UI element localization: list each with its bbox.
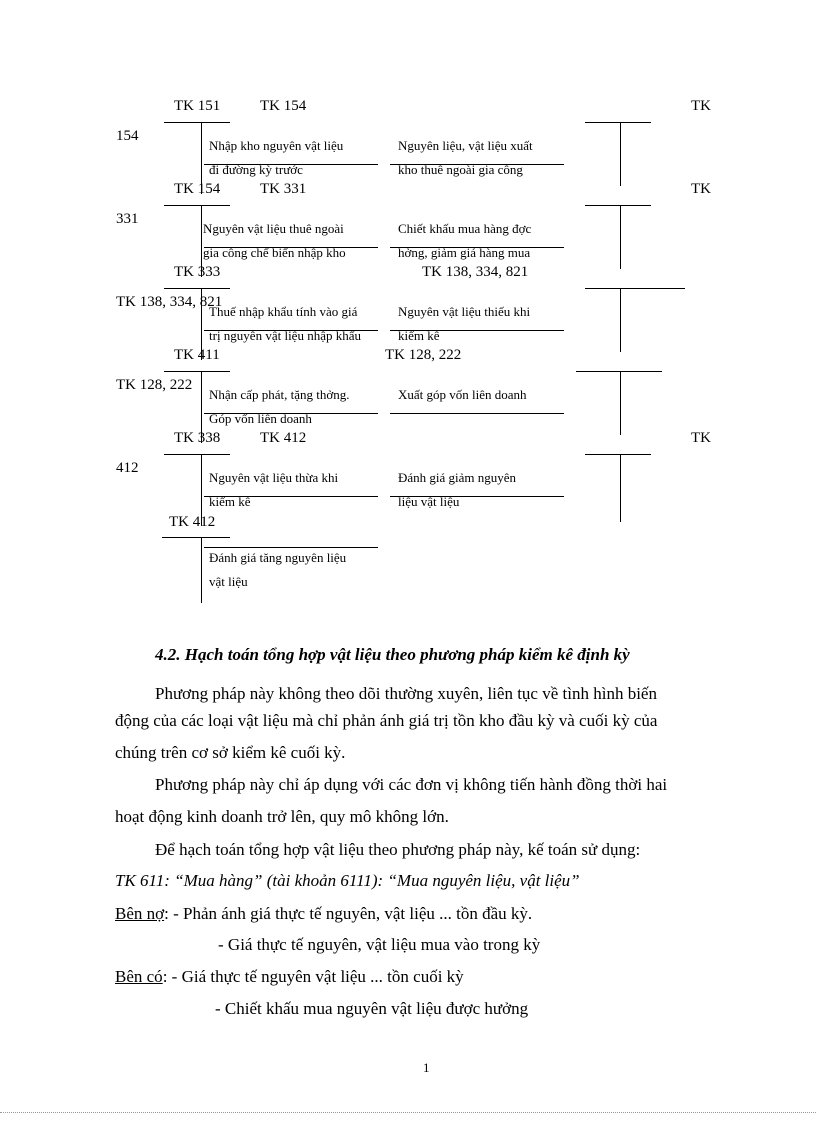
t-account-top-line — [585, 454, 651, 455]
entry-arrow-line — [204, 413, 378, 414]
t-account-top-line — [164, 454, 230, 455]
entry-text: Chiết khấu mua hàng đợc — [398, 221, 532, 236]
account-label: TK 412 — [169, 514, 216, 530]
paragraph-line: hoạt động kinh doanh trở lên, quy mô không lớn. — [115, 807, 449, 826]
colon: : — [164, 904, 174, 923]
credit-side-label: Bên có — [115, 967, 163, 986]
account-label-wrap: TK 128, 222 — [116, 377, 193, 393]
entry-text: đi đường kỳ trước — [209, 162, 303, 177]
entry-text: hởng, giảm giá hàng mua — [398, 245, 531, 260]
entry-text: Nhập kho nguyên vật liệu — [209, 138, 344, 153]
t-account-stem — [620, 205, 621, 269]
entry-text: kho thuê ngoài gia công — [398, 162, 523, 177]
account-label: TK — [691, 98, 711, 114]
t-account-top-line — [164, 205, 230, 206]
account-label: TK 412 — [260, 430, 307, 446]
debit-item: - Giá thực tế nguyên, vật liệu mua vào trong kỳ — [218, 935, 541, 954]
page-bottom-border — [0, 1112, 816, 1113]
paragraph-line: Phương pháp này chỉ áp dụng với các đơn vị không tiến hành đồng thời hai — [155, 775, 668, 794]
entry-text: Nguyên liệu, vật liệu xuất — [398, 138, 533, 153]
account-label-wrap: 154 — [116, 128, 139, 144]
entry-arrow-line — [204, 496, 378, 497]
debit-side-line — [115, 905, 532, 922]
credit-side-line — [115, 968, 464, 985]
entry-arrow-line — [204, 247, 378, 248]
account-definition: TK 611: “Mua hàng” (tài khoản 6111): “Mua nguyên liệu, vật liệu” — [115, 871, 580, 890]
t-account-top-line — [164, 122, 230, 123]
t-account-stem — [620, 371, 621, 435]
t-account-top-line — [585, 288, 685, 289]
account-label: TK 338 — [174, 430, 221, 446]
entry-text: Nguyên vật liệu thừa khi — [209, 470, 339, 485]
entry-text: Đánh giá giảm nguyên — [398, 470, 517, 485]
account-label: TK 154 — [174, 181, 221, 197]
entry-arrow-line — [390, 164, 564, 165]
colon: : — [162, 967, 172, 986]
intro-line: Để hạch toán tổng hợp vật liệu theo phương pháp này, kế toán sử dụng: — [155, 840, 641, 859]
entry-text: Thuế nhập khẩu tính vào giá — [209, 304, 358, 319]
paragraph-line: động của các loại vật liệu mà chỉ phản ánh giá trị tồn kho đầu kỳ và cuối kỳ của — [115, 711, 658, 730]
t-account-top-line — [164, 371, 230, 372]
entry-text: Nguyên vật liệu thiếu khi — [398, 304, 531, 319]
entry-text: Đánh giá tăng nguyên liệu — [209, 550, 347, 565]
account-label-wrap: TK 138, 334, 821 — [116, 294, 223, 310]
t-account-stem — [201, 537, 202, 603]
paragraph — [115, 678, 738, 710]
t-account-stem — [620, 288, 621, 352]
entry-text: kiểm kê — [398, 328, 440, 343]
credit-item: - Giá thực tế nguyên vật liệu ... tồn cuối kỳ — [171, 967, 464, 986]
entry-arrow-line — [204, 164, 378, 165]
account-label: TK — [691, 181, 711, 197]
t-account-stem — [620, 454, 621, 522]
paragraph-line: Phương pháp này không theo dõi thường xuyên, liên tục về tình hình biến — [155, 684, 657, 703]
entry-text: gia công chế biến nhập kho — [203, 245, 346, 260]
entry-arrow-line — [390, 496, 564, 497]
t-account-top-line — [164, 288, 230, 289]
entry-text: Góp vốn liên doanh — [209, 411, 312, 426]
t-account-top-line — [585, 205, 651, 206]
account-label: TK — [691, 430, 711, 446]
account-label-wrap: 412 — [116, 460, 139, 476]
entry-arrow-line — [204, 330, 378, 331]
credit-item: - Chiết khấu mua nguyên vật liệu được hưởng — [215, 999, 529, 1018]
section-heading: 4.2. Hạch toán tổng hợp vật liệu theo phương pháp kiểm kê định kỳ — [155, 645, 630, 664]
account-label-wrap: 331 — [116, 211, 139, 227]
account-label: TK 154 — [260, 98, 307, 114]
page-number: 1 — [423, 1060, 430, 1075]
account-label: TK 333 — [174, 264, 221, 280]
t-account-top-line — [576, 371, 662, 372]
account-label: TK 331 — [260, 181, 307, 197]
entry-text: kiểm kê — [209, 494, 251, 509]
entry-text: Nguyên vật liệu thuê ngoài — [203, 221, 344, 236]
debit-side-label: Bên nợ — [115, 904, 165, 923]
account-label: TK 151 — [174, 98, 221, 114]
entry-text: Nhận cấp phát, tặng thởng. — [209, 387, 350, 402]
account-label: TK 138, 334, 821 — [422, 264, 529, 280]
t-account-top-line — [162, 537, 230, 538]
entry-text: trị nguyên vật liệu nhập khẩu — [209, 328, 361, 343]
t-account-stem — [620, 122, 621, 186]
account-label: TK 411 — [174, 347, 220, 363]
debit-item: - Phản ánh giá thực tế nguyên, vật liệu ... tồn đầu kỳ. — [173, 904, 533, 923]
entry-text: Xuất góp vốn liên doanh — [398, 387, 527, 402]
account-label: TK 128, 222 — [385, 347, 462, 363]
t-account-top-line — [585, 122, 651, 123]
paragraph-line: chúng trên cơ sở kiểm kê cuối kỳ. — [115, 743, 346, 762]
entry-text: vật liệu — [209, 574, 248, 589]
entry-arrow-line — [390, 247, 564, 248]
entry-arrow-line — [390, 330, 564, 331]
entry-text: liệu vật liệu — [398, 494, 460, 509]
entry-arrow-line — [390, 413, 564, 414]
